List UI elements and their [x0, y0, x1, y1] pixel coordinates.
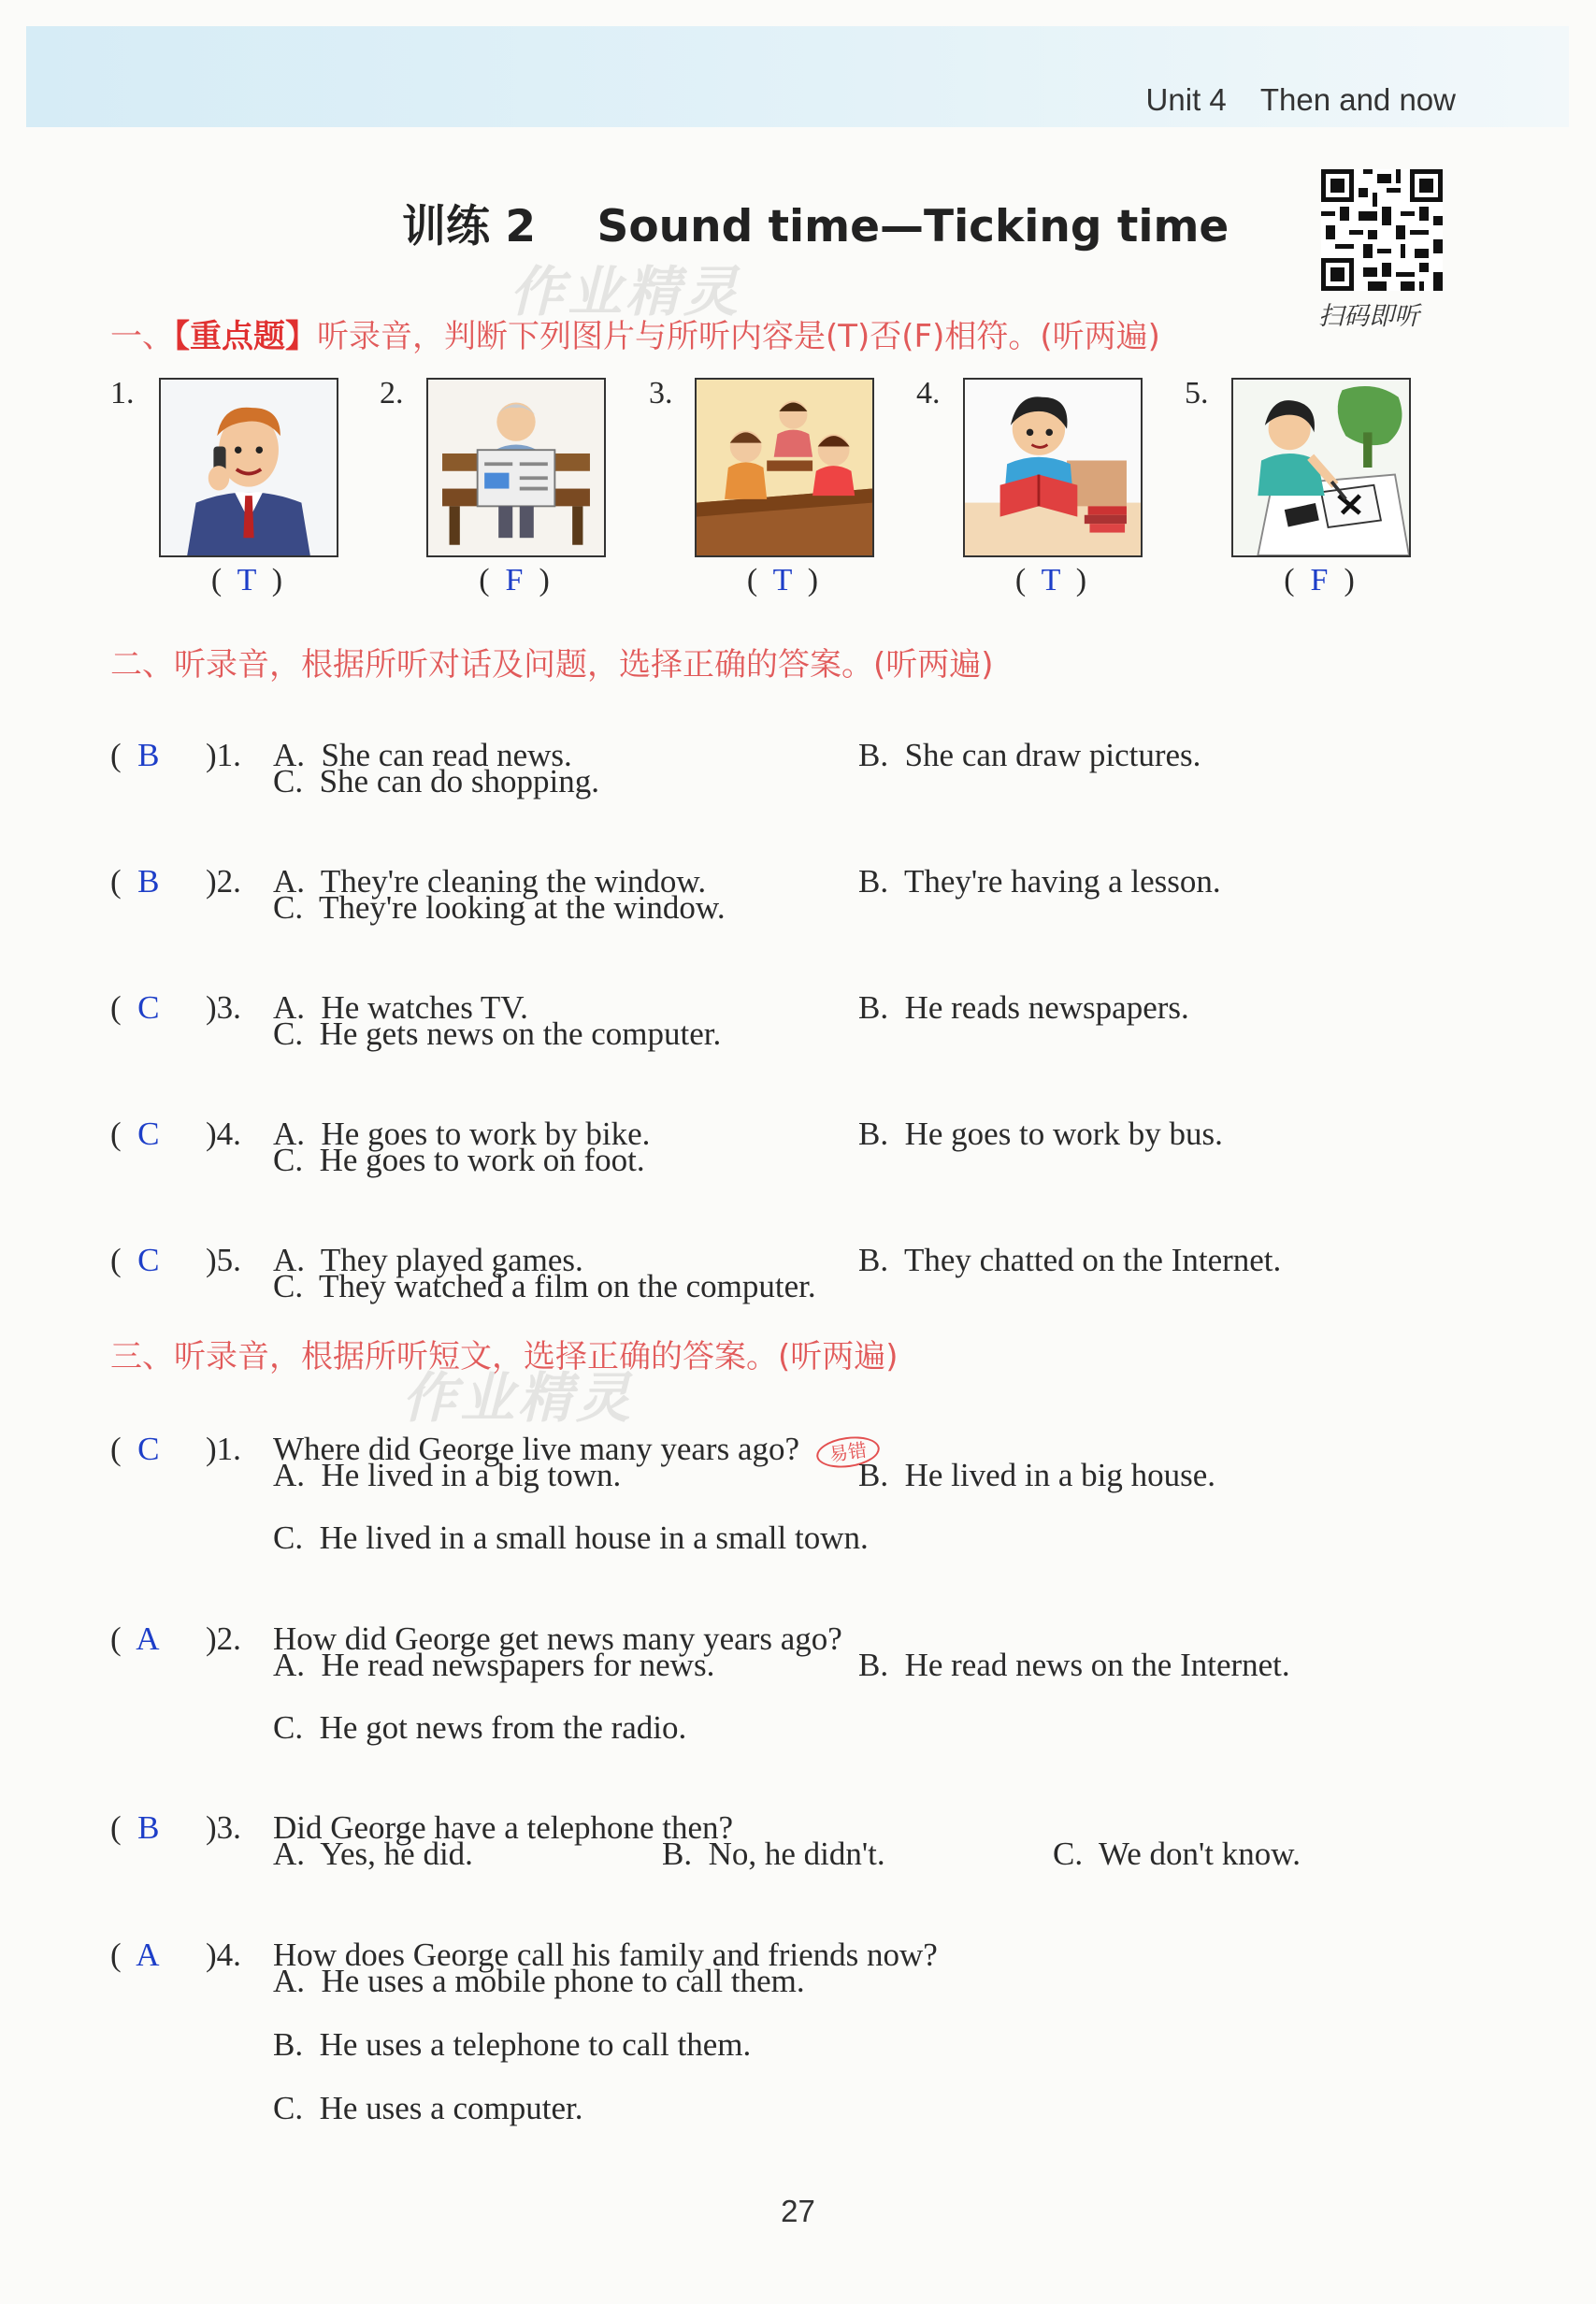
error-prone-badge: 易错 [814, 1433, 882, 1471]
unit-header: Unit 4 Then and now [1145, 82, 1456, 117]
answer-slot: ( T ) [746, 563, 819, 598]
boy-reading-book-icon [963, 378, 1143, 557]
question-row: ( C )5. A. They played games. B. They chatted on the Internet. [110, 1242, 1282, 1278]
answer-slot: ( T ) [1014, 563, 1087, 598]
section-three-heading: 三、听录音，根据所听短文，选择正确的答案。(听两遍) [110, 1338, 899, 1375]
answer-slot: ( F ) [479, 563, 550, 598]
item-number: 5. [1185, 376, 1209, 410]
section-two-heading: 二、听录音，根据所听对话及问题，选择正确的答案。(听两遍) [110, 646, 994, 684]
qr-code-icon[interactable] [1321, 169, 1443, 291]
item-number: 3. [649, 376, 673, 410]
section-one-heading: 一、【重点题】听录音，判断下列图片与所听内容是(T)否(F)相符。(听两遍) [110, 318, 1160, 355]
girl-writing-icon [1231, 378, 1411, 557]
students-in-classroom-icon [695, 378, 874, 557]
key-question-badge: 【重点题】 [174, 318, 317, 355]
question-row: ( B )2. A. They're cleaning the window. B. They're having a lesson. [110, 863, 1221, 900]
question-row: ( A )2. How did George get news many years ago? [110, 1620, 842, 1657]
question-row: ( C )1. Where did George live many years ago? 易错 [0, 1393, 1596, 1468]
question-row: ( A )4. How does George call his family and friends now? [110, 1937, 938, 1973]
picture-judgement-row [110, 376, 1419, 610]
item-number: 4. [916, 376, 941, 410]
answer-slot: ( F ) [1284, 563, 1355, 598]
question-row: ( C )3. A. He watches TV. B. He reads newspapers. [110, 989, 1189, 1026]
man-on-phone-icon [159, 378, 338, 557]
item-number: 2. [380, 376, 404, 410]
answer-slot: ( T ) [210, 563, 283, 598]
item-number: 1. [110, 376, 135, 410]
watermark: 作业精灵 [510, 260, 742, 324]
page-number: 27 [781, 2194, 815, 2228]
grandpa-reading-newspaper-icon [426, 378, 606, 557]
question-row: ( B )1. A. She can read news. B. She can draw pictures. [110, 737, 1201, 773]
qr-caption: 扫码即听 [1318, 302, 1419, 331]
page-title: 训练 2 Sound time—Ticking time [402, 201, 1229, 252]
question-row: ( C )4. A. He goes to work by bike. B. He goes to work by bus. [110, 1116, 1223, 1152]
question-row: ( B )3. Did George have a telephone then? [110, 1809, 734, 1846]
watermark: 作业精灵 [402, 1366, 635, 1430]
